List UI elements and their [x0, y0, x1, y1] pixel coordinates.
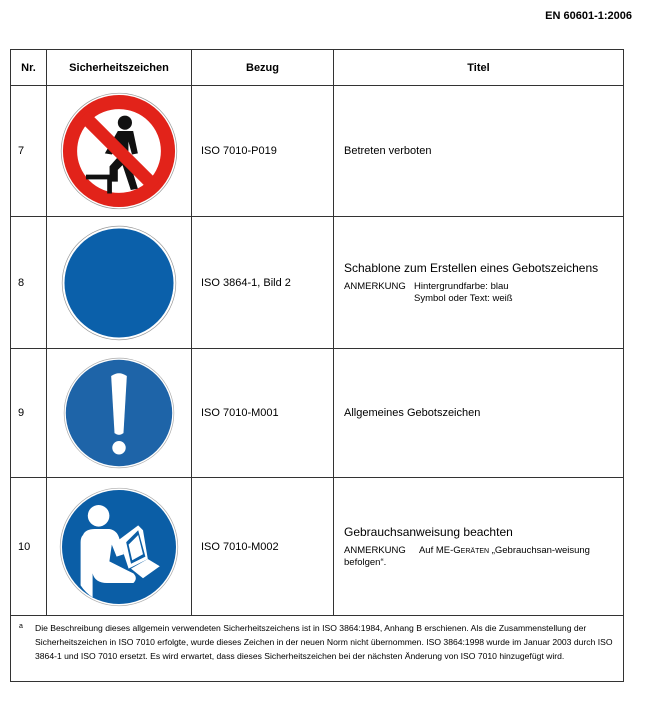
no-stepping-on-surface-icon — [60, 92, 178, 210]
blank-mandatory-sign-icon — [61, 225, 177, 341]
sign-title: Schablone zum Erstellen eines Gebotszeichens — [344, 260, 599, 275]
table-row — [11, 217, 624, 349]
sign-title: Gebrauchsanweisung beachten — [344, 524, 513, 539]
document-id: EN 60601-1:2006 — [545, 10, 632, 22]
reference: ISO 7010-M002 — [192, 478, 334, 616]
safety-signs-table — [10, 49, 624, 682]
sign-title: Allgemeines Gebotszeichen — [344, 407, 481, 419]
note-line: Symbol oder Text: weiß — [414, 292, 513, 304]
row-number: 8 — [11, 217, 47, 349]
note-text-smallcaps: Geräten — [453, 544, 490, 556]
refer-to-instruction-manual-icon — [59, 487, 179, 607]
sign-title: Betreten verboten — [344, 145, 432, 157]
table-row — [11, 86, 624, 217]
table-row — [11, 478, 624, 616]
column-header-sign: Sicherheitszeichen — [47, 50, 192, 86]
row-number: 10 — [11, 478, 47, 616]
column-header-reference: Bezug — [192, 50, 334, 86]
table-row — [11, 349, 624, 478]
note-label: ANMERKUNG — [344, 544, 406, 556]
footnote-row — [11, 616, 624, 682]
note — [344, 281, 615, 305]
footnote-marker: a — [19, 623, 23, 630]
row-number: 9 — [11, 349, 47, 478]
note-label: ANMERKUNG — [344, 280, 406, 292]
footnote-text: Die Beschreibung dieses allgemein verwendeten Sicherheitszeichens ist in ISO 3864:1984, Anhang B erschienen. Als die Zusammenstellung der Sicherheitszeichen in ISO 7010 erfolgte, wurde dieses Zeichen in der neuen Norm nicht übernommen. ISO 3864:1998 wurde im Januar 2003 durch ISO 3864-1 und ISO 7010 ersetzt. Es wird erwartet, dass dieses Sicherheitszeichen bei der nächsten Änderung von ISO 7010 hinzugefügt wird. — [35, 623, 613, 661]
column-header-title: Titel — [334, 50, 624, 86]
note-text-suffix: „Gebrauchsan-weisung befolgen“. — [344, 544, 590, 568]
note — [344, 545, 615, 569]
general-mandatory-exclamation-icon — [63, 357, 175, 469]
note-line: Hintergrundfarbe: blau — [414, 280, 509, 292]
column-header-nr: Nr. — [11, 50, 47, 86]
reference: ISO 3864-1, Bild 2 — [192, 217, 334, 349]
table-header-row — [11, 50, 624, 86]
reference: ISO 7010-M001 — [192, 349, 334, 478]
reference: ISO 7010-P019 — [192, 86, 334, 217]
row-number: 7 — [11, 86, 47, 217]
note-text-prefix: Auf ME- — [418, 544, 454, 556]
